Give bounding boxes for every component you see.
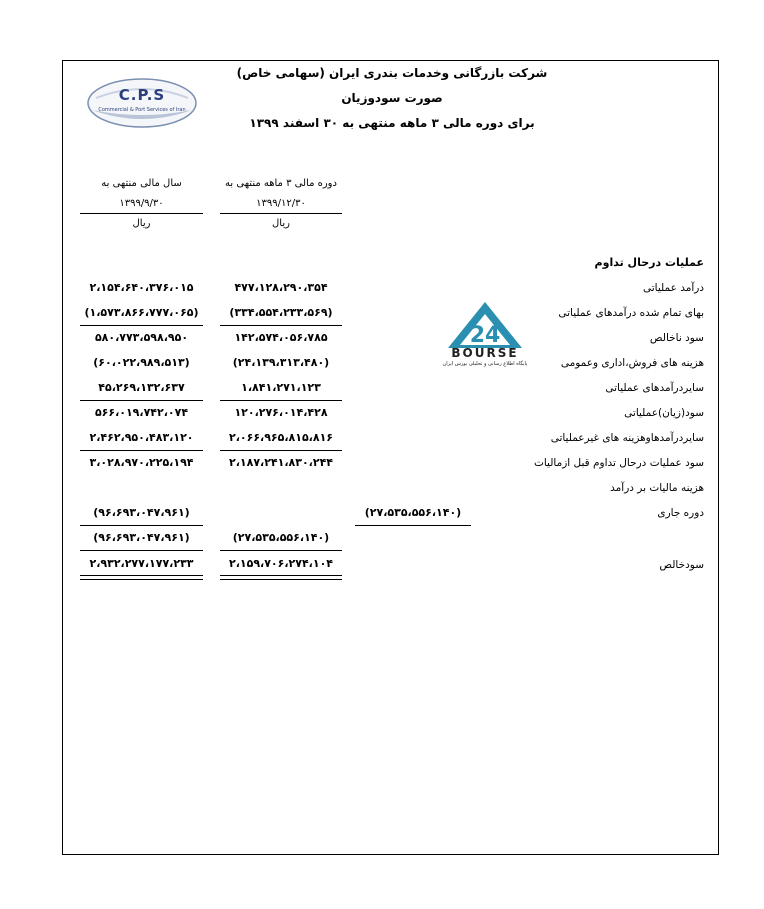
period-title: برای دوره مالی ۳ ماهه منتهی به ۳۰ اسفند ۱۳۹۹: [249, 116, 535, 130]
tax-total-col2: (۹۶،۶۹۳،۰۴۷،۹۶۱): [93, 531, 190, 544]
row-label-net-profit: سودخالص: [659, 559, 704, 571]
row-label-admin-expenses: هزینه های فروش،اداری وعمومی: [560, 357, 704, 369]
bourse-logo: [440, 300, 530, 372]
row-gross-profit-col2: ۵۸۰،۷۷۳،۵۹۸،۹۵۰: [94, 331, 189, 344]
cps-logo-subtitle: Commercial & Port Services of Iran: [98, 107, 186, 113]
rule-after-tax-col2: [80, 525, 203, 526]
row-revenue-col2: ۲،۱۵۴،۶۴۰،۳۷۶،۰۱۵: [89, 281, 194, 294]
tax-current-detail: (۲۷،۵۳۵،۵۵۶،۱۴۰): [364, 506, 462, 519]
row-label-revenue: درآمد عملیاتی: [643, 282, 704, 294]
row-gross-profit-col1: ۱۴۲،۵۷۴،۰۵۶،۷۸۵: [234, 331, 328, 344]
cps-logo-text: C.P.S: [118, 86, 166, 104]
row-operating-profit-col2: ۵۶۶،۰۱۹،۷۴۲،۰۷۴: [94, 406, 189, 419]
row-profit-before-tax-col2: ۳،۰۲۸،۹۷۰،۲۲۵،۱۹۴: [89, 456, 194, 469]
col1-header-rule: [220, 213, 342, 214]
row-label-gross-profit: سود ناخالص: [649, 332, 704, 344]
col2-header-rule: [80, 213, 203, 214]
tax-total-col1: (۲۷،۵۳۵،۵۵۶،۱۴۰): [232, 531, 330, 544]
rule-after-cost-col2: [80, 325, 203, 326]
double-rule-net-col1: [220, 575, 342, 580]
row-label-income-tax: هزینه مالیات بر درآمد: [610, 482, 704, 494]
row-operating-profit-col1: ۱۲۰،۲۷۶،۰۱۴،۴۲۸: [234, 406, 328, 419]
rule-after-other-op-col1: [220, 400, 342, 401]
statement-title: صورت سودوزیان: [341, 91, 443, 105]
rule-after-tax-total-col1: [220, 550, 342, 551]
row-profit-before-tax-col1: ۲،۱۸۷،۲۴۱،۸۳۰،۲۴۴: [229, 456, 333, 469]
row-label-cost-of-revenue: بهای تمام شده درآمدهای عملیاتی: [558, 307, 704, 319]
double-rule-net-col2: [80, 575, 203, 580]
svg-text:24: 24: [469, 323, 501, 348]
tax-current-col2: (۹۶،۶۹۳،۰۴۷،۹۶۱): [93, 506, 190, 519]
row-label-non-operating: سایردرآمدهاوهزینه های غیرعملیاتی: [550, 432, 704, 444]
row-label-current-period: دوره جاری: [657, 507, 704, 519]
row-label-other-operating-income: سایردرآمدهای عملیاتی: [605, 382, 704, 394]
net-profit-col1: ۲،۱۵۹،۷۰۶،۲۷۴،۱۰۴: [229, 557, 333, 570]
row-non-operating-col1: ۲،۰۶۶،۹۶۵،۸۱۵،۸۱۶: [229, 431, 333, 444]
rule-after-non-operating-col2: [80, 450, 203, 451]
col1-unit: ریال: [272, 218, 290, 229]
company-title: شرکت بازرگانی وخدمات بندری ایران (سهامی خاص): [236, 66, 548, 80]
row-non-operating-col2: ۲،۴۶۲،۹۵۰،۴۸۳،۱۲۰: [89, 431, 194, 444]
row-admin-expenses-col2: (۶۰،۰۲۲،۹۸۹،۵۱۳): [93, 356, 190, 369]
rule-after-cost-col1: [220, 325, 342, 326]
col2-date: ۱۳۹۹/۹/۳۰: [119, 198, 164, 209]
bourse-logo-tagline: پایگاه اطلاع رسانی و تحلیلی بورس ایران: [442, 361, 528, 367]
col1-title: دوره مالی ۳ ماهه منتهی به: [225, 178, 337, 189]
rule-after-tax-detail: [355, 525, 471, 526]
row-label-operating-profit: سود(زیان)عملیاتی: [624, 407, 704, 419]
rule-after-non-operating-col1: [220, 450, 342, 451]
col1-date: ۱۳۹۹/۱۲/۳۰: [256, 198, 306, 209]
section-title: عملیات درحال تداوم: [594, 256, 704, 269]
row-cost-of-revenue-col2: (۱،۵۷۳،۸۶۶،۷۷۷،۰۶۵): [84, 306, 199, 319]
net-profit-col2: ۲،۹۳۲،۲۷۷،۱۷۷،۲۳۳: [89, 557, 194, 570]
rule-after-other-op-col2: [80, 400, 203, 401]
row-cost-of-revenue-col1: (۳۳۴،۵۵۴،۲۳۳،۵۶۹): [229, 306, 333, 319]
row-other-operating-income-col2: ۴۵،۲۶۹،۱۳۲،۶۳۷: [98, 381, 185, 394]
row-label-profit-before-tax: سود عملیات درحال تداوم قبل ازمالیات: [533, 457, 704, 469]
row-admin-expenses-col1: (۲۴،۱۳۹،۳۱۳،۴۸۰): [232, 356, 330, 369]
rule-after-tax-total-col2: [80, 550, 203, 551]
row-other-operating-income-col1: ۱،۸۴۱،۲۷۱،۱۲۳: [241, 381, 321, 394]
row-revenue-col1: ۴۷۷،۱۲۸،۲۹۰،۳۵۴: [234, 281, 328, 294]
bourse-logo-text: BOURSE: [451, 346, 519, 360]
col2-unit: ریال: [132, 218, 151, 229]
cps-logo: [86, 76, 198, 130]
col2-title: سال مالی منتهی به: [101, 178, 182, 189]
